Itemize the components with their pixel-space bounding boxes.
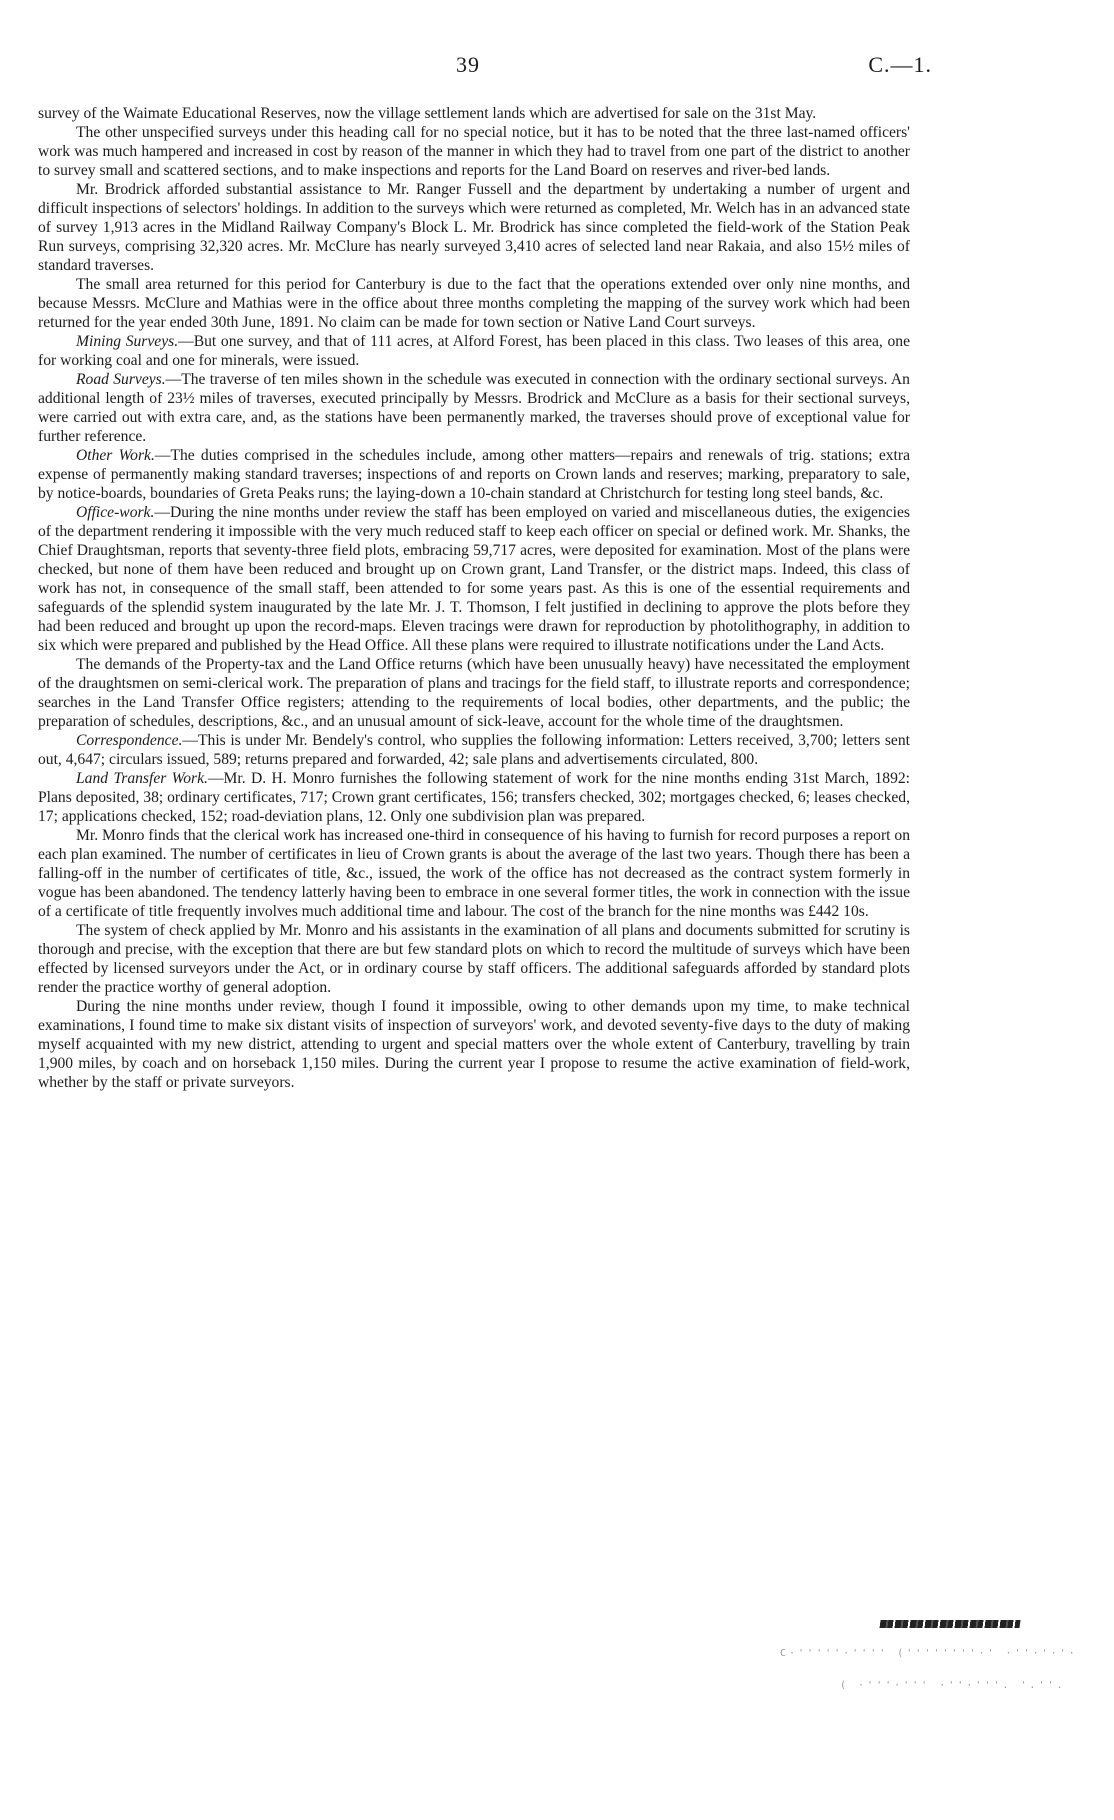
paragraph: The other unspecified surveys under this heading call for no special notice, but it has to be noted that the three last-named officers' work was much hampered and increased in cost by reason of the manner in which they had to travel from one part of the district to another to survey small and scattered sections, and to make inspections and reports for the Land Board on reserves and river-bed lands. (38, 124, 910, 179)
paragraph: The system of check applied by Mr. Monro and his assistants in the examination of all plans and documents submitted for scrutiny is thorough and precise, with the exception that there are but few standard plots on which to record the multitude of surveys which have been effected by licensed surveyors under the Act, or in ordinary course by staff officers. The additional safeguards afforded by standard plots render the practice worthy of general adoption. (38, 922, 910, 996)
paragraph: During the nine months under review, though I found it impossible, owing to other demands upon my time, to make technical examinations, I found time to make six distant visits of inspection of surveyors' work, and devoted seventy-five days to the duty of making myself acquainted with my new district, attending to urgent and special matters over the whole extent of Canterbury, travelling by train 1,900 miles, by coach and on horseback 1,150 miles. During the current year I propose to resume the active examination of field-work, whether by the staff or private surveyors. (38, 998, 910, 1091)
section-heading: Other Work. (76, 447, 155, 464)
page-number: 39 (456, 52, 480, 77)
page-header (0, 52, 1114, 82)
section-heading: Correspondence. (76, 732, 183, 749)
paragraph-other-work: Other Work.—The duties comprised in the schedules include, among other matters—repairs and renewals of trig. stations; extra expense of permanently making standard traverses; inspections of and reports on Crown lands and reserves; marking, preparatory to sale, by notice-boards, boundaries of Greta Peaks runs; the laying-down a 10-chain standard at Christchurch for testing long steel bands, &c. (38, 447, 910, 502)
document-reference: C.—1. (868, 52, 932, 77)
paragraph-land-transfer-work: Land Transfer Work.—Mr. D. H. Monro furnishes the following statement of work for the nine months ending 31st March, 1892: Plans deposited, 38; ordinary certificates, 717; Crown grant certificates, 156; transfers checked, 302; mortgages checked, 6; leases checked, 17; applications checked, 152; road-deviation plans, 12. Only one subdivision plan was prepared. (38, 770, 911, 825)
stamp-text: ( ·'''·''' ·''·'''. '.''. (840, 1680, 1066, 1691)
paragraph: Mr. Monro finds that the clerical work has increased one-third in consequence of his having to furnish for record purposes a report on each plan examined. The number of certificates in lieu of Crown grants is about the average of the last two years. Though there has been a falling-off in the number of certificates of title, &c., issued, the work of the office has not decreased as the contract system formerly in vogue has been abandoned. The tendency latterly having been to embrace in one several former titles, the work in connection with the issue of a certificate of title frequently involves much additional time and labour. The cost of the branch for the nine months was £442 10s. (38, 827, 910, 920)
paragraph: The small area returned for this period for Canterbury is due to the fact that the operations extended over only nine months, and because Messrs. McClure and Mathias were in the office about three months completing the mapping of the survey work which had been returned for the year ended 30th June, 1891. No claim can be made for town section or Native Land Court surveys. (38, 276, 910, 331)
stamp-text: C·'''''·'''' (''''''''·' ·''·'·'· (780, 1648, 1078, 1659)
library-stamp (760, 1620, 1080, 1740)
paragraph: Mr. Brodrick afforded substantial assistance to Mr. Ranger Fussell and the department by undertaking a number of urgent and difficult inspections of selectors' holdings. In addition to the surveys which were returned as completed, Mr. Welch has in an advanced state of survey 1,913 acres in the Midland Railway Company's Block L. Mr. Brodrick has since completed the field-work of the Station Peak Run surveys, comprising 32,320 acres. Mr. McClure has nearly surveyed 3,410 acres of selected land near Rakaia, and also 15½ miles of standard traverses. (38, 181, 910, 274)
paragraph-mining-surveys: Mining Surveys.—But one survey, and that of 111 acres, at Alford Forest, has been placed in this class. Two leases of this area, one for working coal and one for minerals, were issued. (38, 333, 911, 369)
paragraph-road-surveys: Road Surveys.—The traverse of ten miles shown in the schedule was executed in connection with the ordinary sectional surveys. An additional length of 23½ miles of traverses, executed principally by Messrs. Brodrick and McClure as a basis for their sectional surveys, were carried out with extra care, and, as the stations have been permanently marked, the traverses should prove of exceptional value for further reference. (38, 371, 910, 445)
stamp-bar (879, 1620, 1020, 1628)
section-heading: Land Transfer Work. (76, 770, 208, 787)
paragraph-office-work: Office-work.—During the nine months under review the staff has been employed on varied and miscellaneous duties, the exigencies of the department rendering it impossible with the very much reduced staff to keep each officer on special or defined work. Mr. Shanks, the Chief Draughtsman, reports that seventy-three field plots, embracing 59,717 acres, were deposited for examination. Most of the plans were checked, but none of them have been reduced and brought up on Crown grant, Land Transfer, or the district maps. Indeed, this class of work has not, in consequence of the small staff, been attended to for some years past. As this is one of the essential requirements and safeguards of the splendid system inaugurated by the late Mr. J. T. Thomson, I felt justified in declining to approve the plots before they had been reduced and brought up upon the record-maps. Eleven tracings were drawn for reproduction by photolithography, in addition to six which were prepared and published by the Head Office. All these plans were required to illustrate notifications under the Land Acts. (38, 504, 910, 654)
section-heading: Mining Surveys. (76, 333, 179, 350)
paragraph: The demands of the Property-tax and the Land Office returns (which have been unusually heavy) have necessitated the employment of the draughtsmen on semi-clerical work. The preparation of plans and tracings for the field staff, to illustrate reports and correspondence; searches in the Land Transfer Office registers; attending to the requirements of local bodies, other departments, and the public; the preparation of schedules, descriptions, &c., and an unusual amount of sick-leave, account for the whole time of the draughtsmen. (38, 656, 910, 730)
section-heading: Office-work. (76, 504, 155, 521)
report-body (38, 104, 910, 1092)
section-heading: Road Surveys. (76, 371, 166, 388)
paragraph-correspondence: Correspondence.—This is under Mr. Bendely's control, who supplies the following information: Letters received, 3,700; letters sent out, 4,647; circulars issued, 589; returns prepared and forwarded, 42; sale plans and advertisements circulated, 800. (38, 732, 910, 768)
paragraph: survey of the Waimate Educational Reserves, now the village settlement lands which are advertised for sale on the 31st May. (38, 105, 817, 122)
